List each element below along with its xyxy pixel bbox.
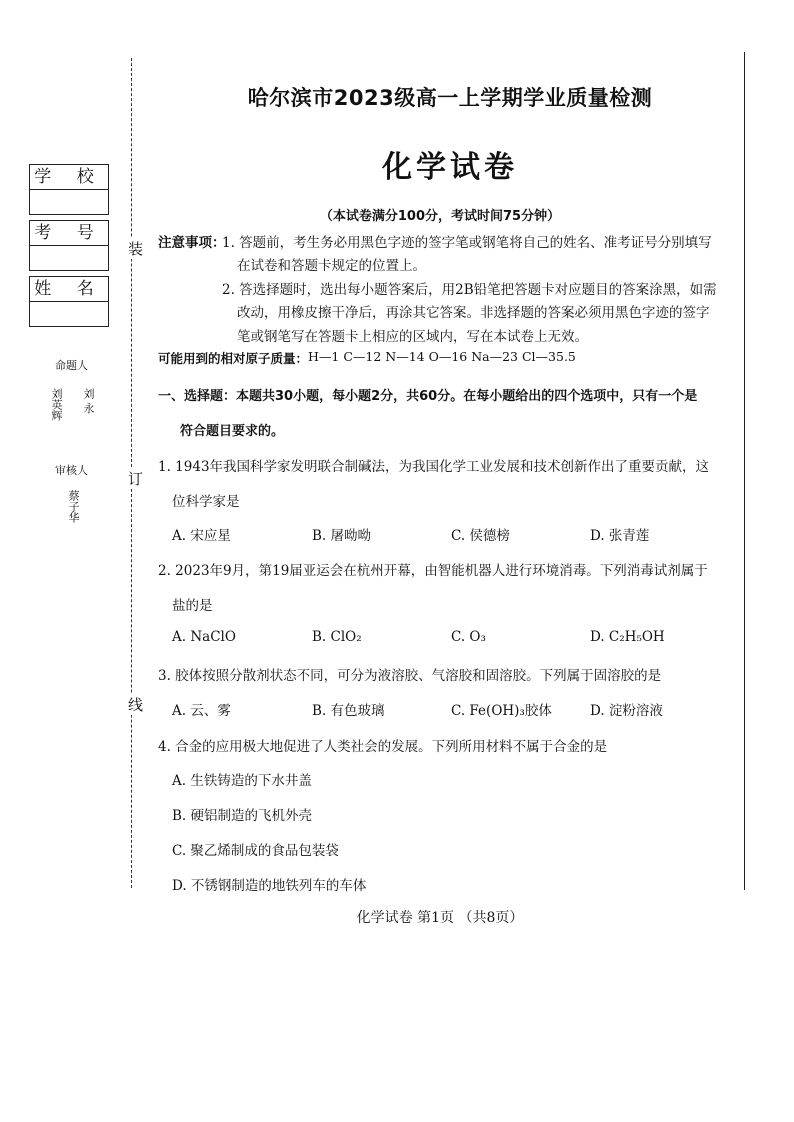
binding-char-xian: 线 (128, 696, 144, 714)
q3-option-a: A. 云、雾 (172, 703, 231, 719)
name-field[interactable] (29, 276, 109, 327)
reviewer-name: 蔡子华 (67, 490, 80, 523)
atomic-mass-values: H—1 C—12 N—14 O—16 Na—23 Cl—35.5 (308, 349, 576, 364)
q2-option-c: C. O₃ (451, 629, 486, 645)
page-footer: 化学试卷 第1页 （共8页） (356, 910, 524, 926)
notice-item1-line2: 在试卷和答题卡规定的位置上。 (237, 258, 426, 274)
q2-stem-line2: 盐的是 (172, 598, 213, 614)
q1-stem-line2: 位科学家是 (172, 494, 240, 510)
section1-line1: 一、选择题：本题共30小题，每小题2分，共60分。在每小题给出的四个选项中，只有一个是 (158, 389, 698, 404)
school-label: 学 校 (30, 165, 108, 190)
q4-option-d: D. 不锈钢制造的地铁列车的车体 (172, 878, 367, 894)
name-blank[interactable] (30, 302, 108, 326)
q4-stem: 4. 合金的应用极大地促进了人类社会的发展。下列所用材料不属于合金的是 (158, 739, 608, 755)
q1-stem-line1: 1. 1943年我国科学家发明联合制碱法，为我国化学工业发展和技术创新作出了重要贡献，这 (158, 459, 710, 475)
notice-item2-line3: 笔或钢笔写在答题卡上相应的区域内，写在本试卷上无效。 (237, 329, 588, 345)
notice-label: 注意事项： (158, 235, 226, 251)
author-1: 刘 永 (82, 388, 95, 414)
q1-option-d: D. 张青莲 (590, 528, 650, 544)
exam-title: 哈尔滨市2023级高一上学期学业质量检测 (247, 86, 653, 110)
exam-number-label: 考 号 (30, 221, 108, 246)
q3-option-b: B. 有色玻璃 (312, 703, 385, 719)
q1-option-a: A. 宋应星 (172, 528, 231, 544)
section1-line2: 符合题目要求的。 (180, 424, 285, 439)
name-label: 姓 名 (30, 277, 108, 302)
binding-char-ding: 订 (128, 470, 144, 488)
q2-option-b: B. ClO₂ (312, 629, 362, 645)
exam-note: （本试卷满分100分，考试时间75分钟） (319, 209, 561, 224)
q4-option-a: A. 生铁铸造的下水井盖 (172, 773, 312, 789)
q2-stem-line1: 2. 2023年9月，第19届亚运会在杭州开幕，由智能机器人进行环境消毒。下列消毒试剂属于 (158, 563, 708, 579)
school-field[interactable] (29, 164, 109, 215)
notice-item1-line1: 1. 答题前，考生务必用黑色字迹的签字笔或钢笔将自己的姓名、准考证号分别填写 (222, 235, 712, 251)
exam-number-field[interactable] (29, 220, 109, 271)
q3-option-d: D. 淀粉溶液 (590, 703, 663, 719)
reviewer-label: 审核人 (55, 464, 88, 477)
atomic-mass-label: 可能用到的相对原子质量： (158, 351, 309, 366)
author-2: 刘英辉 (50, 388, 63, 421)
q2-option-d: D. C₂H₅OH (590, 629, 665, 645)
subject-title: 化学试卷 (382, 150, 518, 185)
notice-item2-line1: 2. 答选择题时，选出每小题答案后，用2B铅笔把答题卡对应题目的答案涂黑，如需 (222, 282, 717, 298)
q1-option-c: C. 侯德榜 (451, 528, 510, 544)
authors-label: 命题人 (55, 359, 88, 372)
q1-option-b: B. 屠呦呦 (312, 528, 372, 544)
q3-stem: 3. 胶体按照分散剂状态不同，可分为液溶胶、气溶胶和固溶胶。下列属于固溶胶的是 (158, 668, 662, 684)
q2-option-a: A. NaClO (172, 629, 236, 645)
q4-option-c: C. 聚乙烯制成的食品包装袋 (172, 843, 339, 859)
exam-number-blank[interactable] (30, 246, 108, 270)
binding-char-zhuang: 装 (128, 240, 144, 258)
notice-item2-line2: 改动，用橡皮擦干净后，再涂其它答案。非选择题的答案必须用黑色字迹的签字 (237, 305, 710, 321)
q3-option-c: C. Fe(OH)₃胶体 (451, 703, 552, 719)
q4-option-b: B. 硬铝制造的飞机外壳 (172, 808, 313, 824)
school-blank[interactable] (30, 190, 108, 214)
